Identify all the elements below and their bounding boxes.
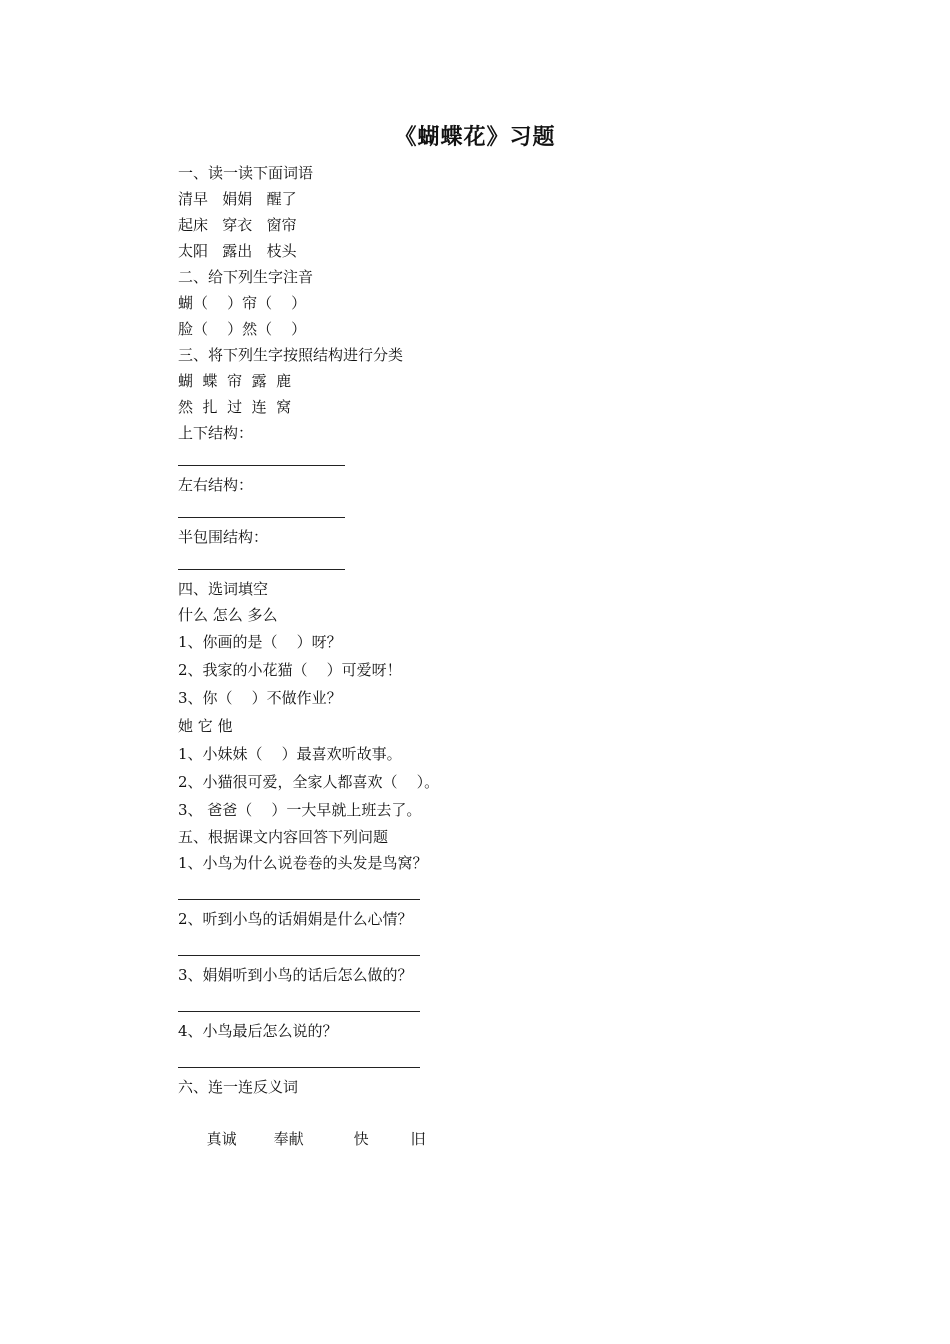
blank-line xyxy=(178,1067,420,1068)
question: 3、娟娟听到小鸟的话后怎么做的？ xyxy=(178,966,413,984)
word-row: 起床 穿衣 窗帘 xyxy=(178,216,297,234)
question: 2、听到小鸟的话娟娟是什么心情？ xyxy=(178,910,413,928)
page-title: 《蝴蝶花》习题 xyxy=(394,125,556,150)
answer-blank[interactable] xyxy=(178,932,798,962)
category-label: 半包围结构： xyxy=(178,528,269,546)
fill-item: 3、 爸爸（ ）一大早就上班去了。 xyxy=(178,801,422,819)
blank-line xyxy=(178,955,420,956)
question: 1、小鸟为什么说卷卷的头发是鸟窝？ xyxy=(178,854,428,872)
section-3-heading: 三、将下列生字按照结构进行分类 xyxy=(178,346,404,364)
fill-item: 1、你画的是（ ）呀？ xyxy=(178,633,342,651)
answer-blank[interactable] xyxy=(178,498,798,524)
blank-line xyxy=(178,569,345,570)
char-row: 蝴 蝶 帘 露 鹿 xyxy=(178,372,292,390)
pinyin-row: 脸（ ）然（ ） xyxy=(178,320,307,338)
antonym-word[interactable]: 真诚 xyxy=(206,1130,237,1148)
category-label: 左右结构： xyxy=(178,476,254,494)
answer-blank[interactable] xyxy=(178,446,798,472)
section-1-heading: 一、读一读下面词语 xyxy=(178,164,314,182)
word-row: 太阳 露出 枝头 xyxy=(178,242,297,260)
section-2-heading: 二、给下列生字注音 xyxy=(178,268,314,286)
question: 4、小鸟最后怎么说的？ xyxy=(178,1022,338,1040)
blank-line xyxy=(178,899,420,900)
fill-item: 2、小猫很可爱，全家人都喜欢（ ）。 xyxy=(178,773,440,791)
fill-item: 1、小妹妹（ ）最喜欢听故事。 xyxy=(178,745,402,763)
fill-item: 3、你（ ）不做作业？ xyxy=(178,689,342,707)
antonym-word[interactable]: 奉献 xyxy=(273,1130,304,1148)
antonym-word[interactable]: 快 xyxy=(353,1130,369,1148)
blank-line xyxy=(178,1011,420,1012)
pinyin-row: 蝴（ ）帘（ ） xyxy=(178,294,307,312)
blank-line xyxy=(178,465,345,466)
fill-item: 2、我家的小花猫（ ）可爱呀！ xyxy=(178,661,402,679)
char-row: 然 扎 过 连 窝 xyxy=(178,398,292,416)
antonym-row xyxy=(178,1100,798,1148)
section-5-heading: 五、根据课文内容回答下列问题 xyxy=(178,828,389,846)
antonym-word[interactable]: 旧 xyxy=(410,1130,426,1148)
section-6-heading: 六、连一连反义词 xyxy=(178,1078,299,1096)
answer-blank[interactable] xyxy=(178,550,798,576)
word-choices: 她 它 他 xyxy=(178,717,233,735)
word-choices: 什么 怎么 多么 xyxy=(178,606,278,624)
answer-blank[interactable] xyxy=(178,876,798,906)
section-4-heading: 四、选词填空 xyxy=(178,580,269,598)
answer-blank[interactable] xyxy=(178,1044,798,1074)
answer-blank[interactable] xyxy=(178,988,798,1018)
worksheet-content xyxy=(178,160,798,1148)
blank-line xyxy=(178,517,345,518)
word-row: 清早 娟娟 醒了 xyxy=(178,190,297,208)
category-label: 上下结构： xyxy=(178,424,254,442)
